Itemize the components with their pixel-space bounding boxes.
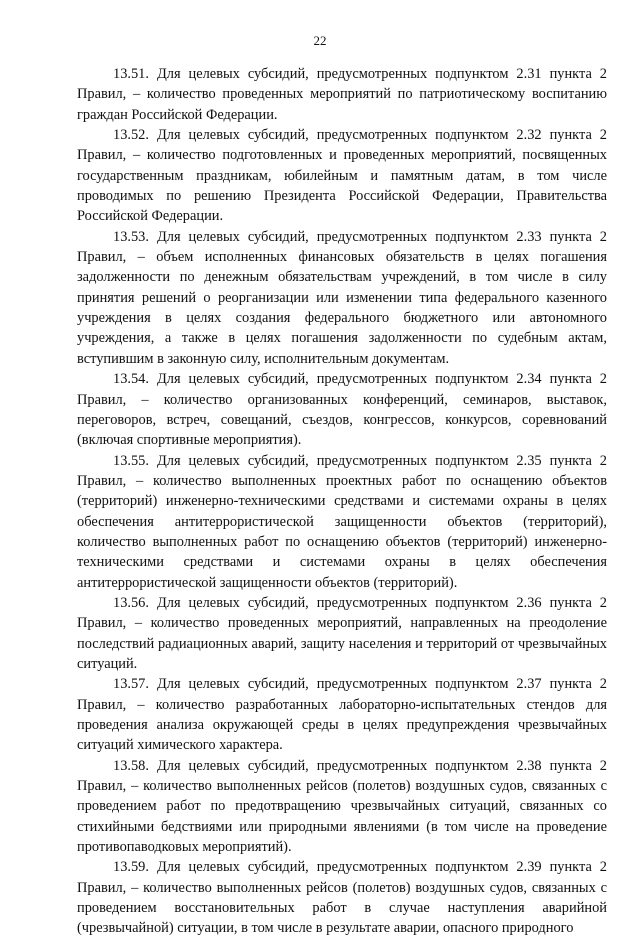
- paragraph-13-53: 13.53. Для целевых субсидий, предусмотренных подпунктом 2.33 пункта 2 Правил, – объем исполненных финансовых обязательств в целях погашения задолженности по денежным обязательствам учреждений, в том числе в силу принятия решений о реорганизации или изменении типа федерального казенного учреждения в целях создания федерального бюджетного или автономного учреждения, а также в целях погашения задолженности по судебным актам, вступившим в законную силу, исполнительным документам.: [77, 228, 607, 367]
- paragraph-13-58: 13.58. Для целевых субсидий, предусмотренных подпунктом 2.38 пункта 2 Правил, – количество выполненных рейсов (полетов) воздушных судов, связанных с проведением работ по предотвращению чрезвычайных ситуаций, связанных со стихийными бедствиями или природными явлениями (в том числе на проведение противопаводковых мероприятий).: [77, 757, 607, 856]
- paragraph-13-51: 13.51. Для целевых субсидий, предусмотренных подпунктом 2.31 пункта 2 Правил, – количество проведенных мероприятий по патриотическому воспитанию граждан Российской Федерации.: [77, 66, 607, 123]
- paragraph-13-59: 13.59. Для целевых субсидий, предусмотренных подпунктом 2.39 пункта 2 Правил, – количество выполненных рейсов (полетов) воздушных судов, связанных с проведением восстановительных работ в случае наступления аварийной (чрезвычайной) ситуации, в том числе в результате аварии, опасного природного: [77, 859, 607, 937]
- paragraph-13-56: 13.56. Для целевых субсидий, предусмотренных подпунктом 2.36 пункта 2 Правил, – количество проведенных мероприятий, направленных на преодоление последствий радиационных аварий, защиту населения и территорий от чрезвычайных ситуаций.: [77, 594, 607, 672]
- paragraph-13-55: 13.55. Для целевых субсидий, предусмотренных подпунктом 2.35 пункта 2 Правил, – количество выполненных проектных работ по оснащению объектов (территорий) инженерно-техническими средствами и системами охраны в целях обеспечения антитеррористической защищенности объектов (территорий), количество выполненных работ по оснащению объектов (территорий) инженерно-техническими средствами и системами охраны в целях обеспечения антитеррористической защищенности объектов (территорий).: [77, 452, 607, 591]
- paragraph-13-54: 13.54. Для целевых субсидий, предусмотренных подпунктом 2.34 пункта 2 Правил, – количество организованных конференций, семинаров, выставок, переговоров, встреч, совещаний, съездов, конгрессов, конкурсов, соревнований (включая спортивные мероприятия).: [77, 371, 607, 449]
- paragraph-13-57: 13.57. Для целевых субсидий, предусмотренных подпунктом 2.37 пункта 2 Правил, – количество разработанных лабораторно-испытательных стендов для проведения анализа окружающей среды в целях предупреждения чрезвычайных ситуаций химического характера.: [77, 676, 607, 754]
- paragraph-13-52: 13.52. Для целевых субсидий, предусмотренных подпунктом 2.32 пункта 2 Правил, – количество подготовленных и проведенных мероприятий, посвященных государственным праздникам, юбилейным и памятным датам, в том числе проводимых по решению Президента Российской Федерации, Правительства Российской Федерации.: [77, 127, 607, 225]
- document-body: [77, 64, 607, 939]
- page-number: 22: [313, 33, 327, 48]
